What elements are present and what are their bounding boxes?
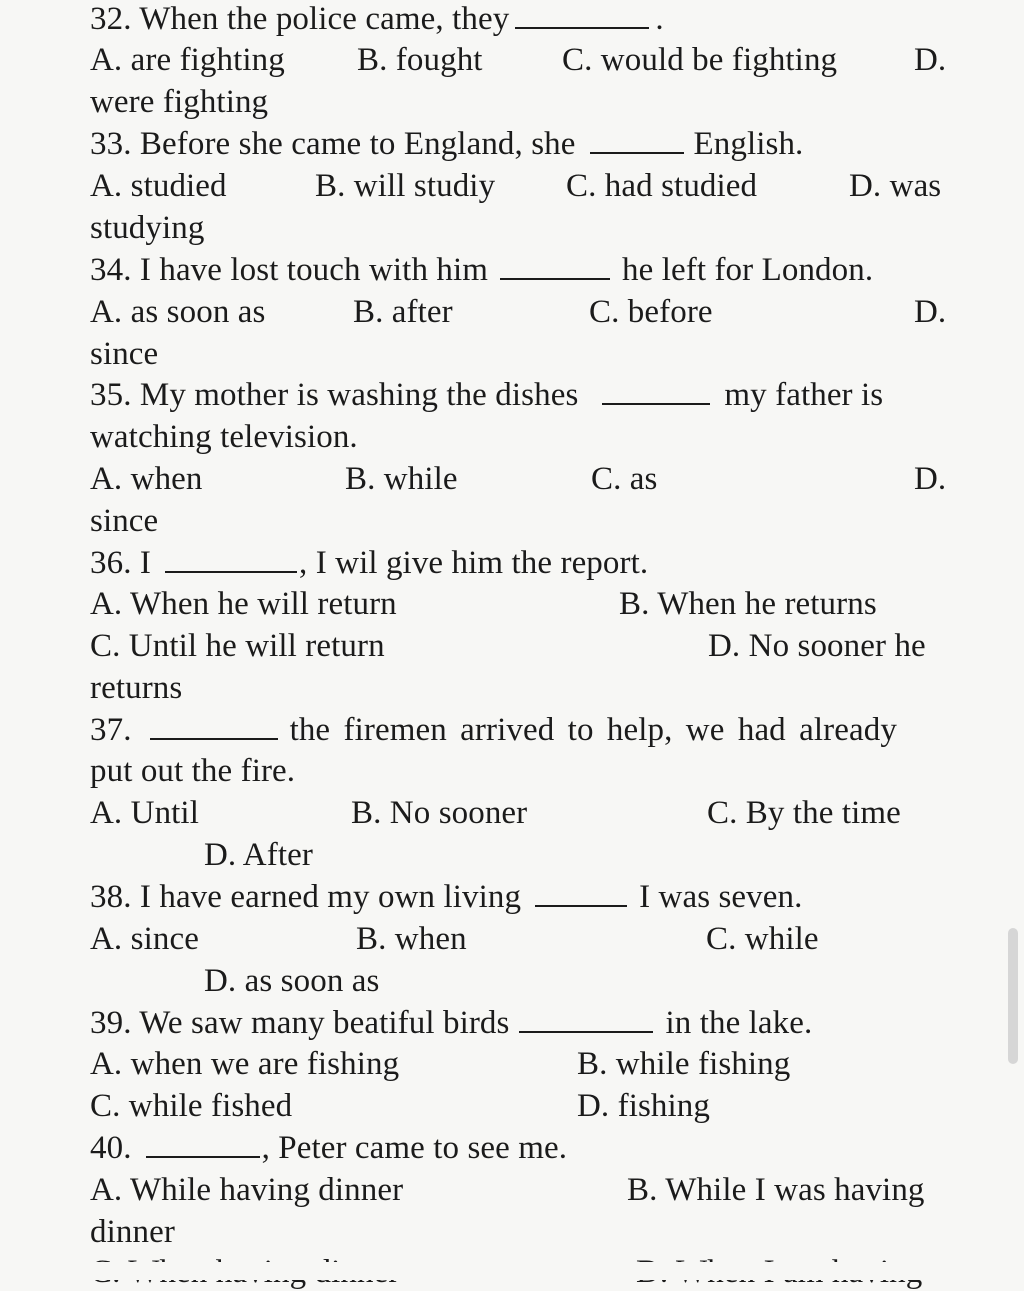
option-b: B. while fishing: [577, 1046, 791, 1082]
stem-text: 39. We saw many beatiful birds: [90, 1005, 510, 1041]
option-a: A. as soon as: [90, 294, 266, 330]
stem-text: 37.: [90, 712, 132, 748]
stem-text: my father is: [724, 377, 884, 413]
option-a: A. since: [90, 921, 199, 957]
option-c: C. By the time: [707, 795, 901, 831]
question-stem: [90, 1004, 812, 1042]
answer-blank: [602, 379, 710, 405]
stem-text: , Peter came to see me.: [261, 1130, 568, 1166]
option-b: B. will studiy: [315, 168, 496, 204]
option-a: A. studied: [90, 168, 227, 204]
question-stem: [90, 711, 897, 749]
stem-text: .: [655, 1, 664, 37]
option-a: A. when we are fishing: [90, 1046, 400, 1082]
answer-blank: [146, 1132, 260, 1158]
stem-text: 40.: [90, 1130, 132, 1166]
option-c: C. while fished: [90, 1088, 293, 1124]
option-b: B. fought: [357, 42, 483, 78]
answer-blank: [535, 881, 627, 907]
option-d-continued: since: [90, 336, 159, 372]
stem-text: 36. I: [90, 545, 151, 581]
option-b: B. after: [353, 294, 453, 330]
option-d-continued: studying: [90, 210, 205, 246]
option-d: D. was: [849, 168, 942, 204]
stem-text: 34. I have lost touch with him: [90, 252, 489, 288]
option-d: D. No sooner he: [708, 628, 926, 664]
answer-blank: [519, 1007, 653, 1033]
option-c: C. before: [589, 294, 713, 330]
option-d: D.: [914, 461, 947, 497]
option-c: C. while: [706, 921, 819, 957]
stem-text: the firemen arrived to help, we had already: [289, 712, 897, 748]
option-d: D. as soon as: [204, 963, 380, 999]
stem-text: English.: [693, 126, 804, 162]
option-a: A. Until: [90, 795, 199, 831]
question-stem: [90, 878, 802, 916]
option-b: B. While I was having: [627, 1172, 925, 1208]
stem-text: 32. When the police came, they: [90, 1, 510, 37]
stem-text: 33. Before she came to England, she: [90, 126, 576, 162]
question-stem-continued: watching television.: [90, 419, 358, 455]
option-a: A. When he will return: [90, 586, 397, 622]
answer-blank: [165, 547, 297, 573]
option-d: D. After: [204, 837, 313, 873]
stem-text: he left for London.: [622, 252, 874, 288]
question-stem-continued: put out the fire.: [90, 753, 296, 789]
option-c: C. Until he will return: [90, 628, 385, 664]
stem-text: , I wil give him the report.: [299, 545, 649, 581]
option-d-continued: returns: [90, 670, 183, 706]
stem-text: 35. My mother is washing the dishes: [90, 377, 579, 413]
question-stem: [90, 0, 664, 38]
option-a: A. While having dinner: [90, 1172, 404, 1208]
option-b: B. When he returns: [619, 586, 877, 622]
stem-text: I was seven.: [639, 879, 803, 915]
answer-blank: [515, 3, 649, 29]
option-d: D. fishing: [577, 1088, 710, 1124]
vertical-scrollbar[interactable]: [1008, 928, 1018, 1064]
option-d-continued: since: [90, 503, 159, 539]
option-b: B. when: [356, 921, 467, 957]
option-d: D.: [914, 42, 947, 78]
question-stem: [90, 544, 648, 582]
option-b: B. while: [345, 461, 458, 497]
stem-text: 38. I have earned my own living: [90, 879, 522, 915]
answer-blank: [590, 128, 684, 154]
stem-text: in the lake.: [665, 1005, 813, 1041]
page-bottom-cutoff: [0, 1262, 1024, 1280]
option-a: A. are fighting: [90, 42, 285, 78]
option-d-continued: were fighting: [90, 84, 269, 120]
question-stem: [90, 125, 803, 163]
answer-blank: [150, 714, 278, 740]
option-c: C. as: [591, 461, 658, 497]
option-a: A. when: [90, 461, 203, 497]
option-b: B. No sooner: [351, 795, 528, 831]
option-d: D.: [914, 294, 947, 330]
option-c: C. would be fighting: [562, 42, 838, 78]
question-stem: [90, 1129, 567, 1167]
question-stem: [90, 251, 873, 289]
question-stem: [90, 376, 883, 414]
option-b-continued: dinner: [90, 1214, 175, 1250]
answer-blank: [500, 254, 610, 280]
option-c: C. had studied: [566, 168, 758, 204]
